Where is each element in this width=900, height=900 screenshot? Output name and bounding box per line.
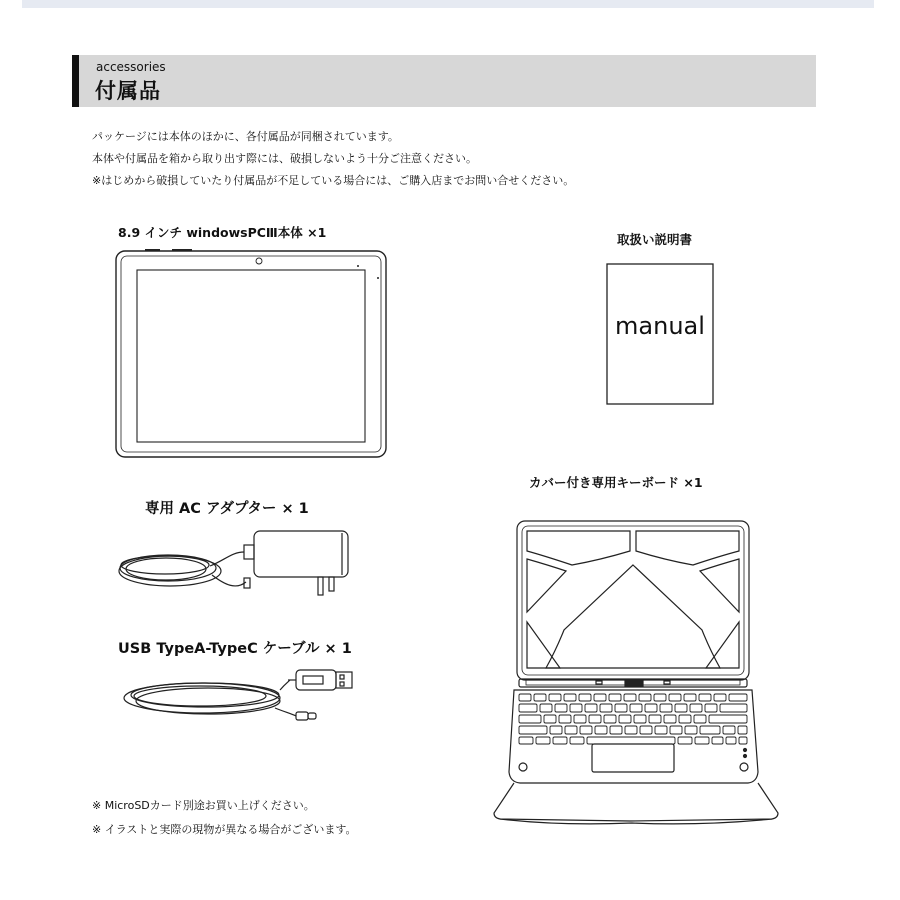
note-line: ※ イラストと実際の現物が異なる場合がございます。 (92, 823, 357, 836)
tablet-label: 8.9 インチ windowsPCⅢ本体 ×1 (118, 225, 327, 240)
intro-line: ※はじめから破損していたり付属品が不足している場合には、ご購入店までお問い合せください。 (92, 174, 575, 187)
note-line: ※ MicroSDカード別途お買い上げください。 (92, 799, 315, 812)
cable-label: USB TypeA-TypeC ケーブル × 1 (118, 641, 352, 657)
adapter-label: 専用 AC アダプター × 1 (145, 501, 309, 517)
section-title: 付属品 (95, 79, 161, 103)
notes (92, 794, 357, 842)
keyboard-label: カバー付き専用キーボード ×1 (529, 475, 703, 490)
section-subtitle: accessories (96, 60, 166, 74)
intro-line: 本体や付属品を箱から取り出す際には、破損しないよう十分ご注意ください。 (92, 152, 477, 165)
manual-label: 取扱い説明書 (617, 232, 693, 247)
manual-cover-text: manual (615, 312, 705, 340)
intro-line: パッケージには本体のほかに、各付属品が同梱されています。 (92, 130, 399, 143)
